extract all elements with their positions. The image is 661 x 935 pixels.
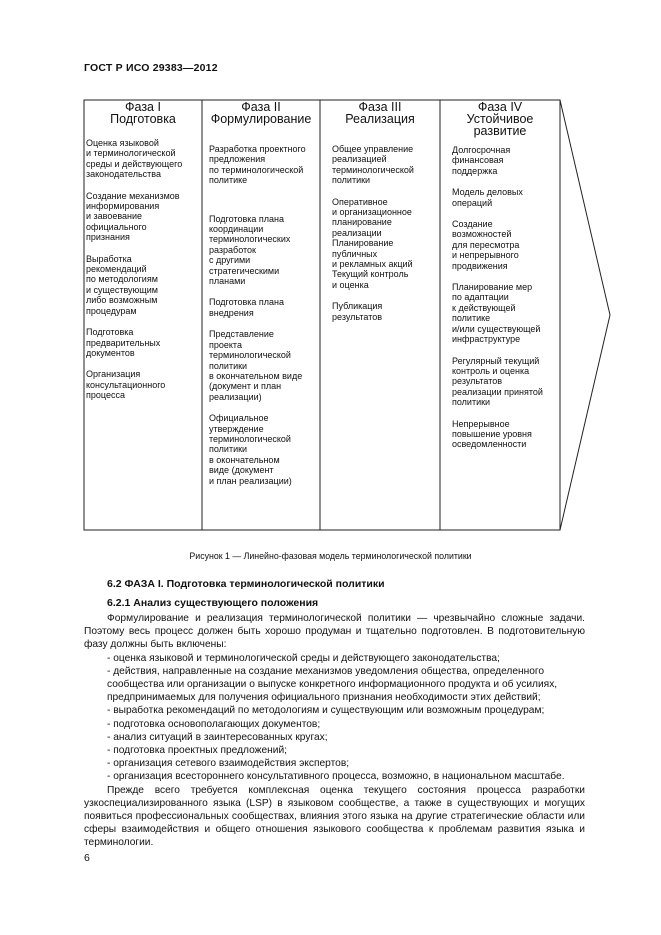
subsection-heading: 6.2.1 Анализ существующего положения <box>107 597 319 609</box>
document-header: ГОСТ Р ИСО 29383—2012 <box>84 62 218 74</box>
phase-item: Подготовка плана внедрения <box>209 297 284 318</box>
phase-item: Подготовка предварительных документов <box>86 327 161 358</box>
phase-item: Планирование мер по адаптации к действующей политике и/или существующей инфраструктуре <box>452 282 541 345</box>
phase-i-column <box>84 101 202 412</box>
list-item: - анализ ситуаций в заинтересованных кругах; <box>107 731 328 743</box>
phase-item: Публикация результатов <box>332 301 383 322</box>
phase-iv-column <box>440 101 560 461</box>
figure-caption: Рисунок 1 — Линейно-фазовая модель терминологической политики <box>189 551 472 561</box>
phase-item: Оценка языковой и терминологической среды и действующего законодательства <box>86 138 183 180</box>
phase-item: Подготовка плана координации терминологических разработок с другими стратегическими планами <box>209 213 291 287</box>
phase-i-items <box>86 138 202 401</box>
list-item: - организация сетевого взаимодействия экспертов; <box>107 758 350 770</box>
list-item: - оценка языковой и терминологической среды и действующего законодательства; <box>107 652 500 664</box>
phase-item: Выработка рекомендаций по методологиям и существующим либо возможным процедурам <box>86 253 158 316</box>
section-heading: 6.2 ФАЗА I. Подготовка терминологической политики <box>107 578 385 590</box>
phase-item: Оперативное и организационное планирование реализации Планирование публичных и рекламных акций Текущий контроль и оценка <box>332 196 413 290</box>
phase-iv-items <box>452 145 560 450</box>
list-item: - организация всестороннего консультативного процесса, возможно, в национальном масштабе. <box>107 771 565 783</box>
phase-ii-title: Фаза II Формулирование <box>210 100 312 126</box>
page-number: 6 <box>84 852 90 864</box>
phase-item: Создание возможностей для пересмотра и непрерывного продвижения <box>452 219 520 271</box>
phase-item: Представление проекта терминологической политики в окончательном виде (документ и план реализации) <box>209 329 303 402</box>
phase-item: Долгосрочная финансовая поддержка <box>452 145 511 176</box>
list-item: - выработка рекомендаций по методологиям и существующим или возможным процедурам; <box>107 705 545 717</box>
phase-item: Общее управление реализацией терминологической политики <box>332 144 414 186</box>
phase-item: Организация консультационного процесса <box>86 369 166 401</box>
closing-paragraph: Прежде всего требуется комплексная оценка текущего состояния процесса разработки узкоспециализированного языка (LSP) в языковом сообществе, а также в существующих и могущих появиться профессиональных сообществах, влияния этого языка на другие стратегические области или сферы взаимодействия и общего отношения языкового сообщества к проблемам развития языка и терминологии. <box>84 784 585 849</box>
list-item: - подготовка проектных предложений; <box>107 745 287 757</box>
list-item: - действия, направленные на создание механизмов уведомления общества, определенного сообщества или организации о выпуске конкретного информационного продукта и об усилиях, предпринимаемых для получения официального признания необходимости этих действий; <box>107 665 558 704</box>
phase-iii-column <box>320 101 440 333</box>
arrow-head-shape <box>560 100 610 530</box>
phase-iii-items <box>332 144 440 322</box>
phase-item: Официальное утверждение терминологической политики в окончательном виде (документ и план реализации) <box>209 413 292 486</box>
body-text <box>84 612 585 850</box>
phase-ii-column <box>202 101 320 497</box>
phase-iv-title: Фаза IV Устойчивое развитие <box>466 100 534 138</box>
phase-item: Разработка проектного предложения по терминологической политике <box>209 144 306 186</box>
phase-item: Непрерывное повышение уровня осведомленности <box>452 418 532 450</box>
phase-ii-items <box>209 144 320 486</box>
phase-item: Создание механизмов информирования и завоевание официального признания <box>86 190 180 243</box>
phase-iii-title: Фаза III Реализация <box>345 100 415 126</box>
phase-i-title: Фаза I Подготовка <box>110 100 176 126</box>
list-item: - подготовка основополагающих документов; <box>107 718 321 730</box>
intro-paragraph: Формулирование и реализация терминологической политики — чрезвычайно сложные задачи. Поэтому весь процесс должен быть хорошо продуман и тщательно подготовлен. В подготовительную фазу должны быть включены: <box>84 613 585 651</box>
phase-item: Модель деловых операций <box>452 187 523 208</box>
phase-item: Регулярный текущий контроль и оценка результатов реализации принятой политики <box>452 355 543 408</box>
